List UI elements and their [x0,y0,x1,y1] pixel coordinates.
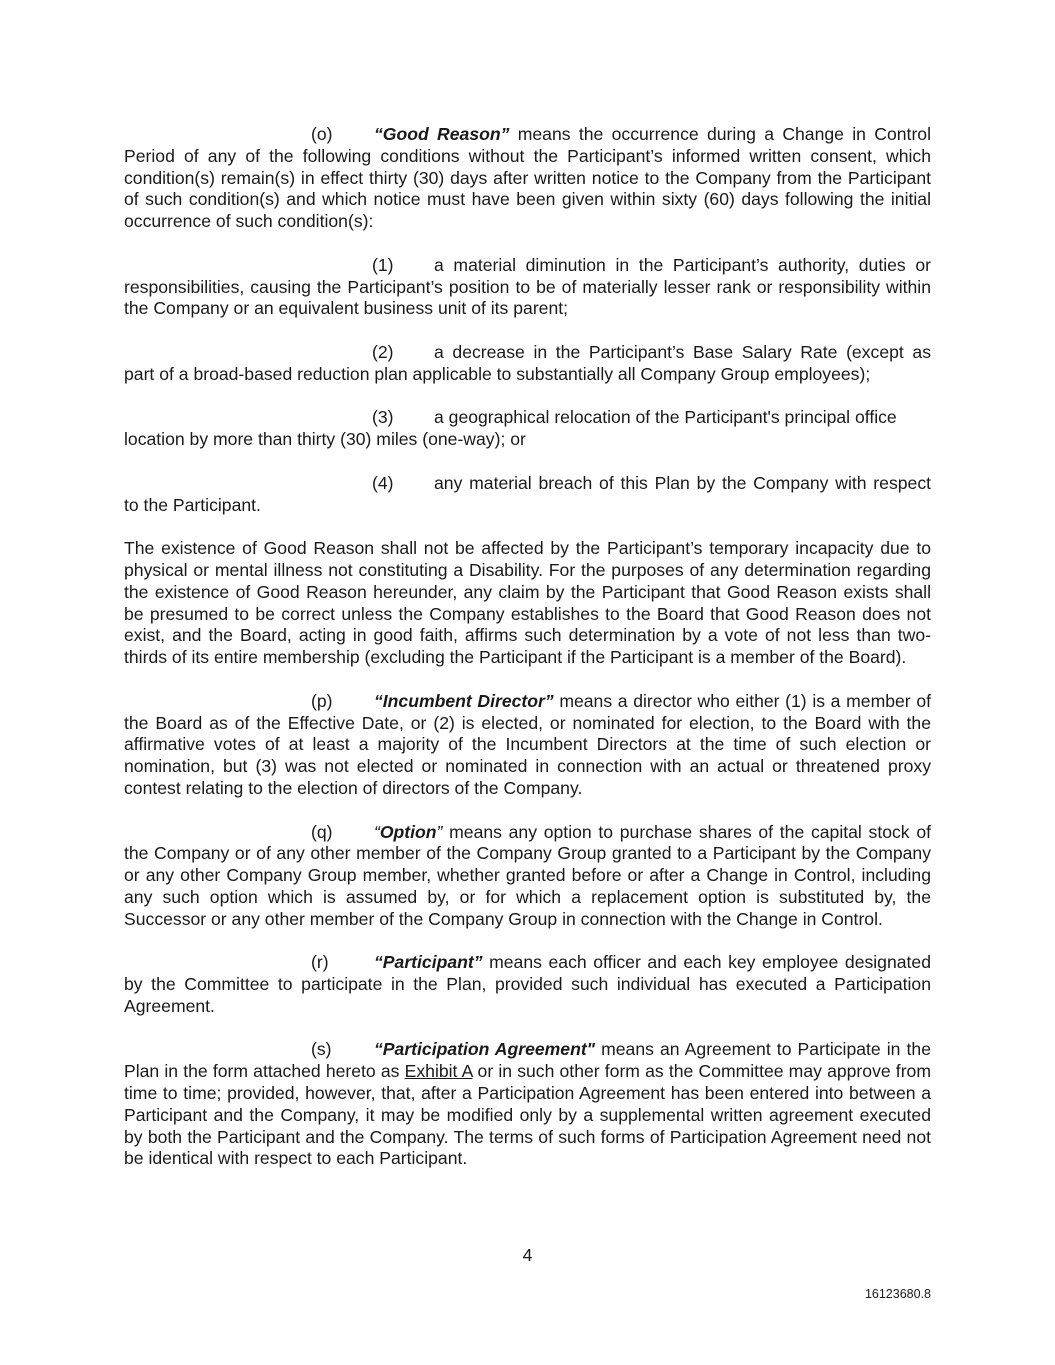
condition-text: a geographical relocation of the Participant's principal office location by more than thirty (30) miles (one-way); or [124,407,897,450]
paragraph-label: (p) [311,690,333,711]
condition-label: (2) [372,341,394,362]
condition-text: a decrease in the Participant’s Base Salary Rate (except as part of a broad-based reduction plan applicable to substantially all Company Group employees); [124,341,931,384]
definition-text: means the occurrence during a Change in Control Period of any of the following conditions without the Participant’s informed written consent, which condition(s) remain(s) in effect thirty (30) days after written notice to the Company from the Participant of such condition(s) and which notice must have been given within sixty (60) days following the initial occurrence of such condition(s): [124,124,931,232]
quote-close: ” [436,821,443,842]
definition-text-continued: or in such other form as the Committee may approve from time to time; provided, however, that, after a Participation Agreement has been entered into between a Participant and the Company, it may be modified only by a supplemental written agreement executed by both the Participant and the Company. The terms of such forms of Participation Agreement need not be identical with respect to each Participant. [124,1061,931,1169]
good-reason-condition-4 [124,473,931,517]
condition-label: (3) [372,407,394,428]
definition-good-reason [124,124,931,233]
definition-text: means an Agreement to Participate in the Plan in the form attached hereto as [124,1039,931,1082]
paragraph-label: (r) [311,952,329,973]
exhibit-a-reference: Exhibit A [404,1061,473,1082]
good-reason-condition-2 [124,342,931,386]
definition-participant [124,952,931,1017]
paragraph-label: (o) [311,124,333,144]
document-page [124,124,931,1192]
quote-open: “ [374,821,380,842]
page-number: 4 [522,1245,533,1265]
condition-text: any material breach of this Plan by the Company with respect to the Participant. [124,472,931,515]
good-reason-condition-1 [124,255,931,320]
definition-text: means any option to purchase shares of the capital stock of the Company or of any other member of the Company Group granted to a Participant by the Company or any other Company Group member, whether granted before or after a Change in Control, including any such option which is assumed by, or for which a replacement option is substituted by, the Successor or any other member of the Company Group in connection with the Change in Control. [124,821,931,929]
good-reason-condition-3 [124,407,931,451]
defined-term: “Participant” [374,952,483,973]
definition-participation-agreement [124,1039,931,1170]
definition-incumbent-director [124,691,931,800]
paragraph-label: (s) [311,1039,332,1060]
condition-label: (1) [372,254,394,275]
condition-text: a material diminution in the Participant’s authority, duties or responsibilities, causing the Participant’s position to be of materially lesser rank or responsibility within the Company or an equivalent business unit of its parent; [124,254,931,319]
defined-term: “Incumbent Director” [374,690,554,711]
paragraph-label: (q) [311,821,333,842]
defined-term: “Participation Agreement" [374,1039,596,1060]
definition-text: means each officer and each key employee designated by the Committee to participate in the Plan, provided such individual has executed a Participation Agreement. [124,952,931,1016]
definition-option [124,822,931,931]
defined-term: “Good Reason” [374,124,510,144]
condition-label: (4) [372,472,394,493]
good-reason-existence-paragraph: The existence of Good Reason shall not be affected by the Participant’s temporary incapacity due to physical or mental illness not constituting a Disability. For the purposes of any determination regarding the existence of Good Reason hereunder, any claim by the Participant that Good Reason exists shall be presumed to be correct unless the Company establishes to the Board that Good Reason does not exist, and the Board, acting in good faith, affirms such determination by a vote of not less than two-thirds of its entire membership (excluding the Participant if the Participant is a member of the Board). [124,538,931,668]
defined-term: Option [379,821,437,842]
definition-text: means a director who either (1) is a member of the Board as of the Effective Date, or (2) is elected, or nominated for election, to the Board with the affirmative votes of at least a majority of the Incumbent Directors at the time of such election or nomination, but (3) was not elected or nominated in connection with an actual or threatened proxy contest relating to the election of directors of the Company. [124,690,931,798]
document-id: 16123680.8 [864,1287,931,1301]
